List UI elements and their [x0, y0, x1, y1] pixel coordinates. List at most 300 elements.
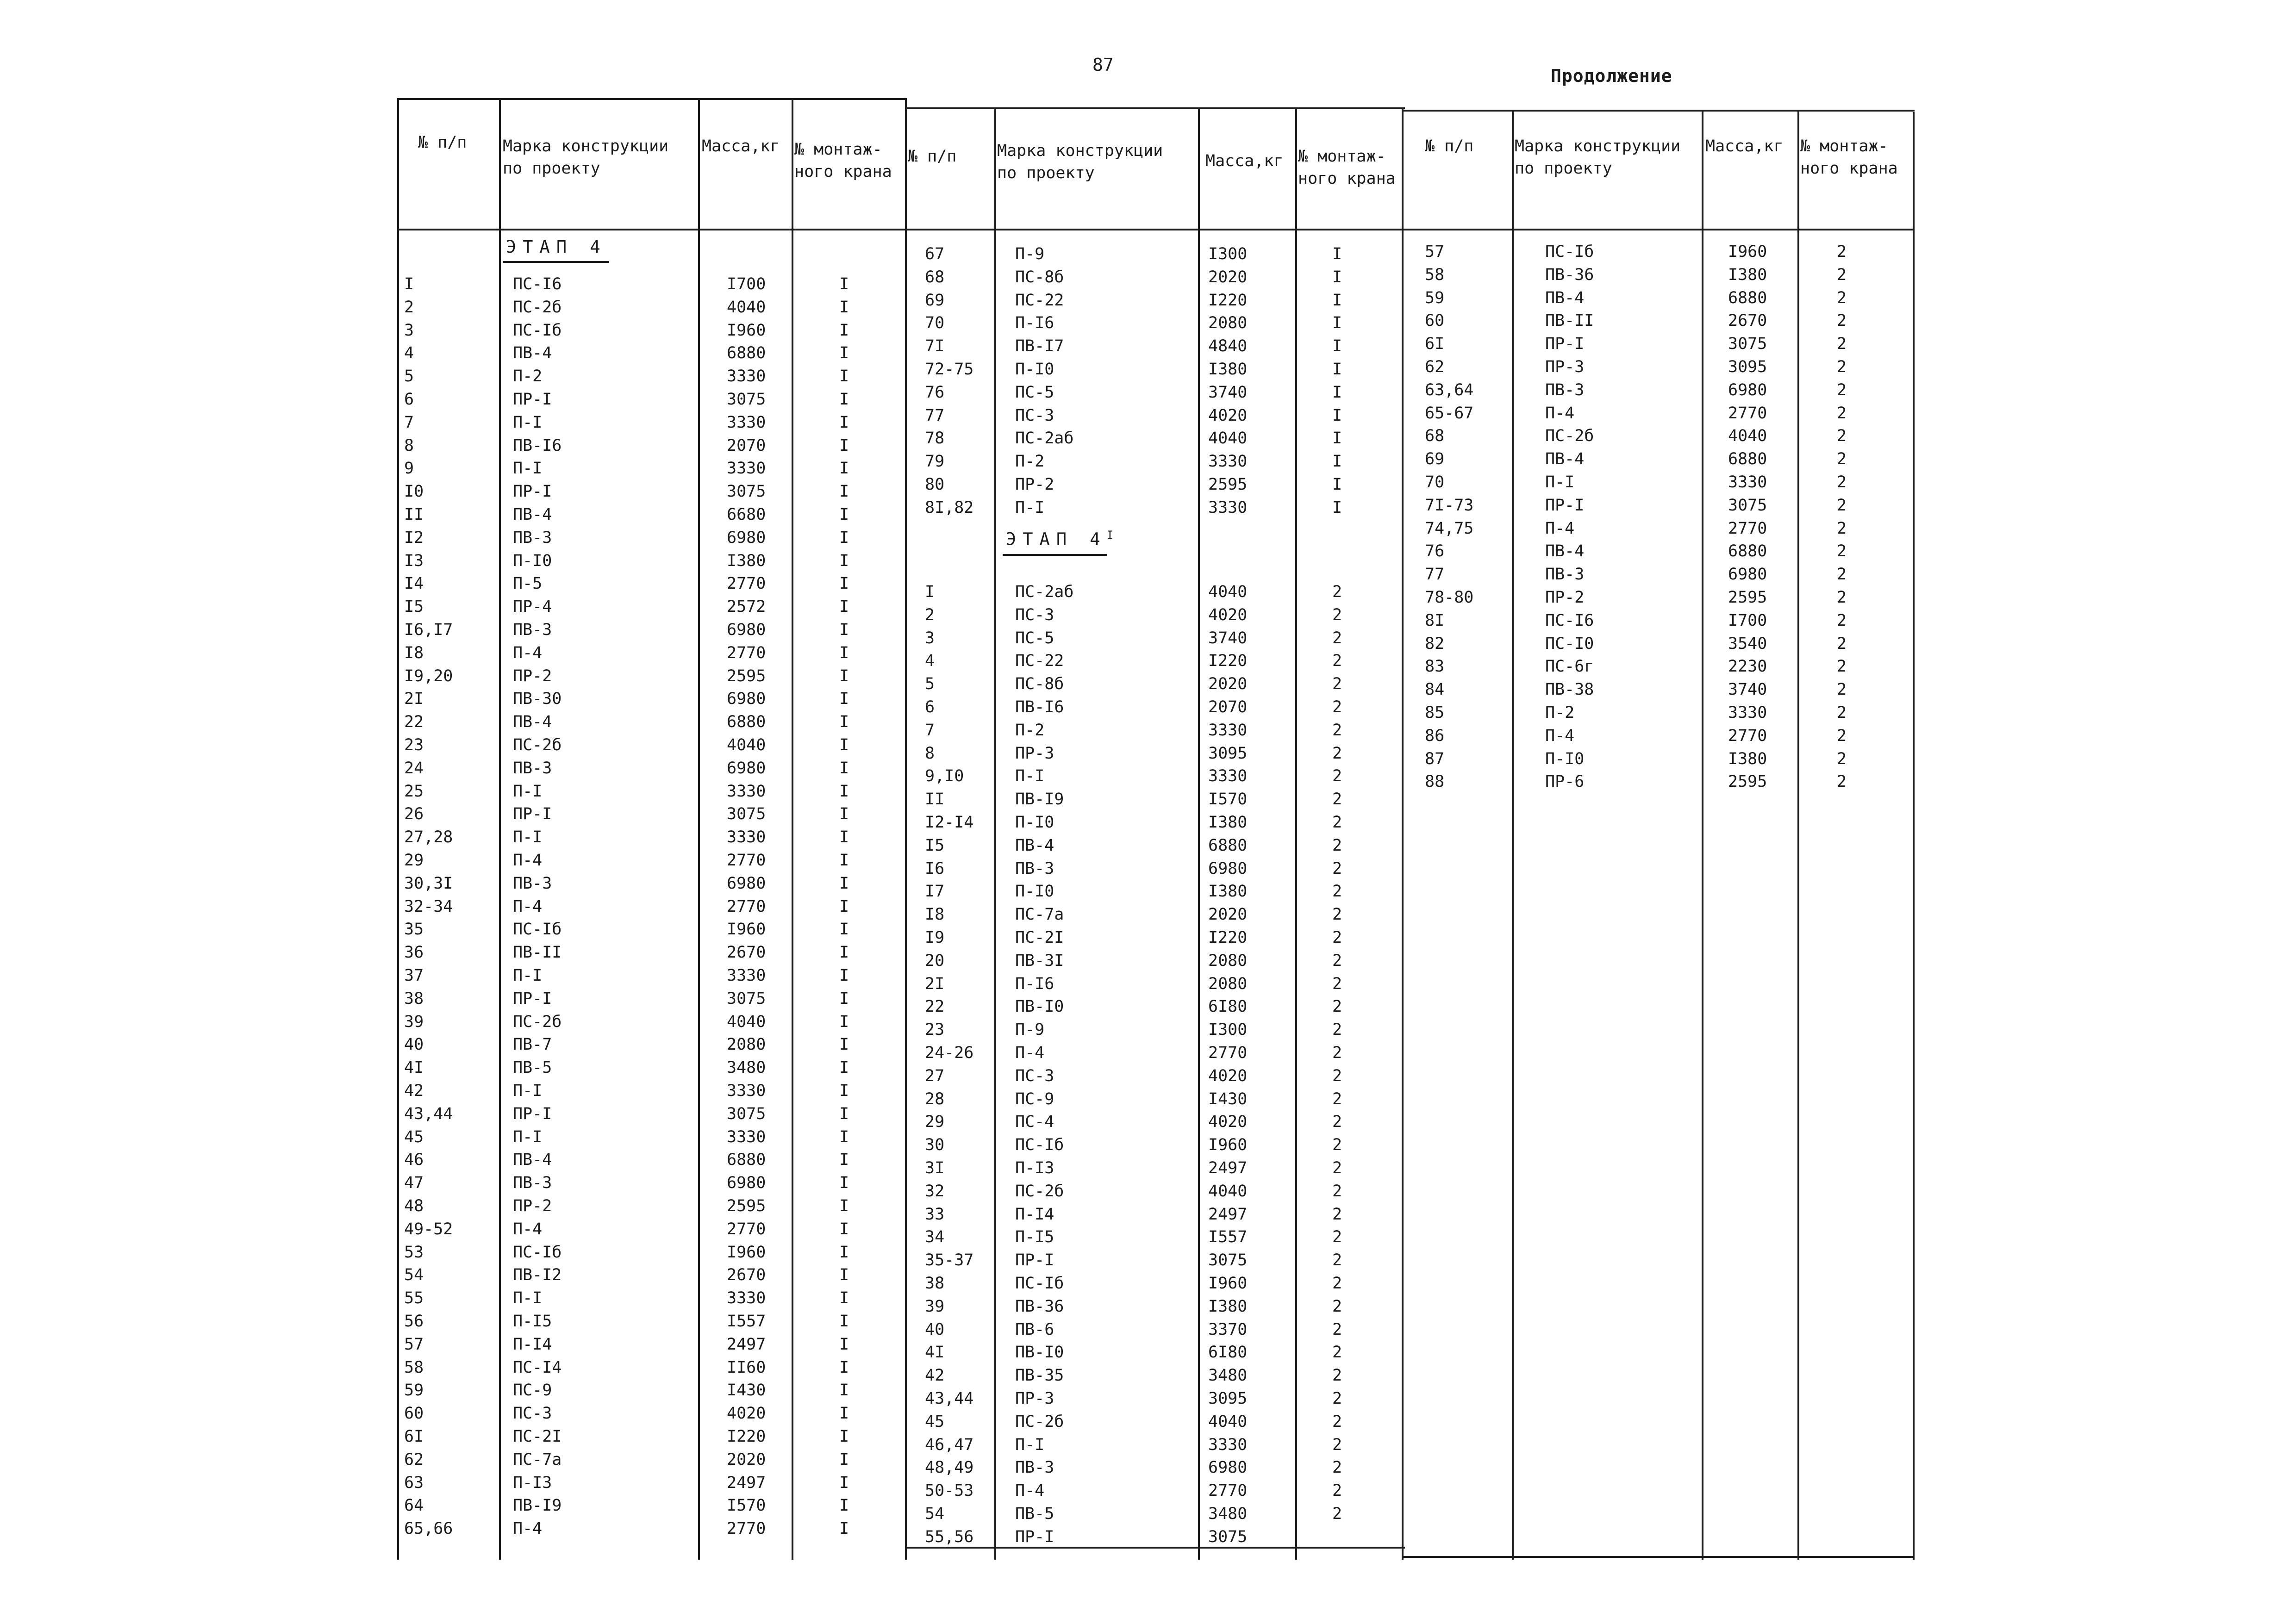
cell-crane: I	[839, 897, 849, 916]
cell-mark: ПС-6г	[1545, 657, 1594, 676]
cell-mass: 6880	[727, 713, 766, 732]
cell-num: 77	[925, 406, 945, 425]
stage-underline-2	[1003, 554, 1107, 556]
cell-crane: I	[1332, 429, 1342, 448]
cell-mark: ПР-2	[513, 666, 552, 685]
cell-crane: 2	[1332, 1366, 1342, 1385]
cell-mark: П-2	[1015, 452, 1045, 471]
header-mark-2-l2: по проекту	[997, 164, 1095, 182]
cell-crane: 2	[1332, 905, 1342, 924]
cell-num: 39	[404, 1012, 424, 1031]
cell-num: 8I	[1425, 611, 1445, 630]
rule-bottom-right	[1402, 1556, 1915, 1558]
cell-num: 62	[404, 1450, 424, 1469]
cell-crane: I	[1332, 475, 1342, 494]
cell-num: 4	[925, 652, 935, 671]
header-mark-3-l1: Марка конструкции	[1515, 137, 1681, 156]
cell-mark: ПС-2б	[513, 298, 562, 317]
header-mass-2: Масса,кг	[1205, 152, 1284, 170]
cell-mass: I220	[1208, 928, 1248, 947]
cell-mass: 6980	[727, 528, 766, 547]
cell-crane: I	[839, 1012, 849, 1031]
cell-num: 9	[404, 459, 414, 478]
cell-mass: I700	[727, 275, 766, 293]
cell-crane: 2	[1837, 542, 1847, 561]
cell-mark: ПС-2аб	[1015, 583, 1074, 601]
cell-num: 46	[404, 1151, 424, 1170]
cell-mass: I220	[1208, 291, 1248, 310]
cell-mass: 6880	[727, 1151, 766, 1170]
cell-num: 80	[925, 475, 945, 494]
cell-num: 24-26	[925, 1044, 974, 1062]
cell-crane: I	[1332, 452, 1342, 471]
cell-crane: I	[839, 1174, 849, 1193]
cell-mass: I380	[1728, 749, 1767, 768]
cell-mark: П-I	[513, 966, 543, 985]
cell-mark: ПС-2б	[1545, 427, 1594, 446]
cell-crane: I	[1332, 360, 1342, 379]
cell-mark: ПВ-II	[513, 943, 562, 962]
cell-crane: 2	[1837, 380, 1847, 399]
rule-v-right	[1913, 112, 1915, 1560]
cell-mark: ПВ-3	[513, 1174, 552, 1193]
cell-mass: 2070	[727, 436, 766, 455]
header-mark-1-l2: по проекту	[503, 159, 600, 178]
cell-mass: I960	[727, 1243, 766, 1262]
cell-mass: 4020	[1208, 1066, 1248, 1085]
cell-crane: 2	[1837, 634, 1847, 653]
cell-mark: П-I6	[1015, 974, 1054, 993]
stage-label-2-text: ЭТАП 4	[1006, 529, 1107, 549]
cell-num: 70	[925, 314, 945, 333]
cell-mass: 2770	[727, 574, 766, 593]
cell-mark: ПС-Iб	[513, 321, 562, 340]
cell-mass: 4040	[1208, 1182, 1248, 1201]
cell-num: 49-52	[404, 1220, 453, 1238]
cell-num: 6I	[404, 1427, 424, 1446]
cell-crane: I	[839, 920, 849, 939]
cell-mass: 3330	[1208, 767, 1248, 786]
cell-num: 69	[1425, 450, 1445, 469]
cell-mark: П-I	[1545, 473, 1575, 492]
cell-mass: 3740	[1208, 628, 1248, 647]
cell-mass: I380	[1208, 360, 1248, 379]
cell-mark: ПС-22	[1015, 652, 1064, 671]
cell-crane: 2	[1332, 1435, 1342, 1454]
cell-mass: 2230	[1728, 657, 1767, 676]
cell-mass: 3095	[1208, 744, 1248, 763]
cell-mark: ПВ-4	[513, 1151, 552, 1170]
cell-mass: 3095	[1208, 1389, 1248, 1408]
cell-mass: 4020	[1208, 605, 1248, 624]
header-num-3: № п/п	[1425, 137, 1474, 156]
cell-num: 34	[925, 1228, 945, 1247]
cell-mark: ПВ-35	[1015, 1366, 1064, 1385]
cell-mass: I300	[1208, 1020, 1248, 1039]
cell-mass: 2595	[1728, 772, 1767, 791]
cell-mass: I220	[727, 1427, 766, 1446]
cell-num: 86	[1425, 726, 1445, 745]
cell-num: I4	[404, 574, 424, 593]
cell-num: 4I	[404, 1058, 424, 1077]
cell-mass: I300	[1208, 245, 1248, 263]
cell-mass: 4040	[1728, 427, 1767, 446]
cell-mass: I700	[1728, 611, 1767, 630]
cell-crane: 2	[1332, 1458, 1342, 1477]
cell-mark: П-2	[1545, 703, 1575, 722]
cell-mass: 4040	[727, 1012, 766, 1031]
cell-crane: 2	[1332, 1228, 1342, 1247]
cell-num: 47	[404, 1174, 424, 1193]
cell-mark: ПВ-38	[1545, 680, 1594, 699]
cell-num: I0	[404, 482, 424, 501]
cell-crane: I	[839, 459, 849, 478]
cell-mass: 4040	[1208, 583, 1248, 601]
cell-crane: 2	[1837, 703, 1847, 722]
cell-mass: 3075	[727, 390, 766, 409]
cell-mark: ПВ-3I	[1015, 951, 1064, 970]
cell-crane: 2	[1837, 519, 1847, 538]
cell-mass: 2497	[1208, 1205, 1248, 1224]
cell-mark: ПВ-4	[1545, 450, 1585, 469]
cell-mass: 4020	[1208, 1113, 1248, 1132]
cell-crane: I	[839, 1427, 849, 1446]
cell-mark: ПВ-I9	[513, 1496, 562, 1515]
cell-mark: ПР-2	[1545, 588, 1585, 607]
cell-mark: ПВ-7	[513, 1035, 552, 1054]
cell-num: 7	[925, 721, 935, 740]
cell-mass: 2080	[1208, 314, 1248, 333]
cell-crane: 2	[1332, 698, 1342, 716]
cell-mass: 6880	[1728, 288, 1767, 307]
cell-crane: 2	[1332, 628, 1342, 647]
cell-num: 87	[1425, 749, 1445, 768]
cell-num: 40	[925, 1320, 945, 1339]
header-crane-2-l1: № монтаж-	[1298, 147, 1386, 166]
cell-mass: 3330	[727, 966, 766, 985]
cell-crane: 2	[1332, 1274, 1342, 1293]
cell-crane: I	[1332, 406, 1342, 425]
cell-num: 5	[925, 675, 935, 694]
cell-mark: ПС-5	[1015, 383, 1054, 402]
cell-mark: ПР-6	[1545, 772, 1585, 791]
cell-mark: ПС-8б	[1015, 268, 1064, 286]
cell-mark: ПВ-I0	[1015, 1343, 1064, 1362]
cell-num: 65-67	[1425, 404, 1474, 423]
cell-mass: 6880	[1728, 542, 1767, 561]
cell-mark: П-4	[513, 897, 543, 916]
cell-crane: I	[839, 943, 849, 962]
cell-num: 59	[404, 1381, 424, 1400]
cell-num: 43,44	[925, 1389, 974, 1408]
cell-num: 4I	[925, 1343, 945, 1362]
cell-num: 76	[1425, 542, 1445, 561]
cell-num: 23	[925, 1020, 945, 1039]
cell-crane: 2	[1332, 951, 1342, 970]
cell-num: 53	[404, 1243, 424, 1262]
cell-mass: 3740	[1728, 680, 1767, 699]
cell-num: 69	[925, 291, 945, 310]
cell-mark: ПВ-I6	[513, 436, 562, 455]
cell-crane: I	[1332, 245, 1342, 263]
cell-crane: 2	[1837, 358, 1847, 376]
cell-crane: I	[839, 344, 849, 363]
cell-mark: П-I	[513, 459, 543, 478]
cell-mark: П-I	[513, 1127, 543, 1146]
cell-num: 25	[404, 782, 424, 801]
cell-num: 85	[1425, 703, 1445, 722]
cell-mark: П-I0	[1015, 360, 1054, 379]
cell-mass: 3480	[1208, 1366, 1248, 1385]
cell-crane: I	[839, 1335, 849, 1354]
cell-num: 35-37	[925, 1251, 974, 1270]
cell-mark: П-I	[513, 782, 543, 801]
cell-mark: ПВ-4	[513, 713, 552, 732]
cell-num: 28	[925, 1089, 945, 1108]
cell-mass: 4040	[727, 298, 766, 317]
cell-num: 27,28	[404, 828, 453, 847]
cell-mass: 2770	[1208, 1044, 1248, 1062]
cell-mark: П-I6	[1015, 314, 1054, 333]
cell-num: I6	[925, 859, 945, 878]
cell-mark: ПВ-I6	[1015, 698, 1064, 716]
cell-crane: 2	[1837, 496, 1847, 515]
cell-mark: ПС-8б	[1015, 675, 1064, 694]
cell-num: 40	[404, 1035, 424, 1054]
rule-v-left	[397, 98, 399, 1560]
cell-crane: 2	[1837, 404, 1847, 423]
cell-mass: 2080	[727, 1035, 766, 1054]
cell-mass: I380	[1208, 882, 1248, 901]
cell-mass: 2595	[1208, 475, 1248, 494]
cell-num: 36	[404, 943, 424, 962]
cell-crane: 2	[1332, 767, 1342, 786]
rule-top-right	[1402, 110, 1915, 112]
cell-crane: 2	[1837, 473, 1847, 492]
cell-mark: П-4	[1545, 404, 1575, 423]
cell-mark: П-4	[1015, 1044, 1045, 1062]
cell-mark: П-4	[1545, 726, 1575, 745]
cell-mark: ПС-3	[513, 1404, 552, 1423]
cell-crane: 2	[1332, 744, 1342, 763]
cell-num: 46,47	[925, 1435, 974, 1454]
cell-num: I	[404, 275, 414, 293]
cell-num: 64	[404, 1496, 424, 1515]
cell-num: 57	[404, 1335, 424, 1354]
cell-mark: ПВ-3	[513, 528, 552, 547]
cell-mass: 3330	[1208, 721, 1248, 740]
cell-mark: П-I	[1015, 498, 1045, 517]
cell-num: 60	[1425, 311, 1445, 330]
cell-mass: 3540	[1728, 634, 1767, 653]
cell-mark: П-I3	[513, 1473, 552, 1492]
cell-mass: 2770	[1728, 519, 1767, 538]
rule-v-3	[792, 98, 793, 1560]
cell-mass: 3480	[727, 1058, 766, 1077]
cell-crane: I	[839, 1035, 849, 1054]
rule-v-9	[1512, 110, 1514, 1560]
header-mass-1: Масса,кг	[702, 137, 780, 156]
cell-mass: 2770	[1728, 726, 1767, 745]
cell-num: 7	[404, 413, 414, 432]
cell-num: 84	[1425, 680, 1445, 699]
cell-num: I5	[925, 836, 945, 855]
cell-mark: ПР-3	[1545, 358, 1585, 376]
cell-mark: ПС-2I	[1015, 928, 1064, 947]
cell-mark: П-I	[1015, 1435, 1045, 1454]
cell-mass: 6I80	[1208, 997, 1248, 1016]
cell-crane: 2	[1837, 772, 1847, 791]
cell-mark: ПВ-4	[1545, 542, 1585, 561]
cell-num: I8	[404, 643, 424, 662]
cell-mass: 4040	[1208, 1412, 1248, 1431]
cell-mass: I570	[1208, 790, 1248, 809]
cell-mass: 6980	[1208, 1458, 1248, 1477]
cell-mark: ПС-22	[1015, 291, 1064, 310]
cell-crane: 2	[1837, 288, 1847, 307]
cell-mass: I960	[727, 321, 766, 340]
cell-mark: П-2	[1015, 721, 1045, 740]
cell-mark: ПВ-3	[1545, 380, 1585, 399]
cell-mark: ПВ-4	[1015, 836, 1054, 855]
cell-num: 82	[1425, 634, 1445, 653]
cell-mark: П-I	[1015, 767, 1045, 786]
cell-num: 55	[404, 1289, 424, 1308]
cell-mark: ПВ-I0	[1015, 997, 1064, 1016]
cell-mass: 6980	[727, 759, 766, 778]
cell-num: I2-I4	[925, 813, 974, 832]
cell-mark: П-I	[513, 1289, 543, 1308]
cell-crane: 2	[1837, 680, 1847, 699]
cell-mark: ПР-I	[1015, 1527, 1054, 1546]
cell-mass: 3330	[1728, 473, 1767, 492]
stage-underline-1	[503, 261, 609, 263]
cell-mass: 2020	[727, 1450, 766, 1469]
cell-crane: I	[839, 874, 849, 893]
cell-num: I9,20	[404, 666, 453, 685]
cell-num: 58	[404, 1358, 424, 1377]
cell-crane: I	[839, 828, 849, 847]
cell-mark: ПС-2б	[513, 1012, 562, 1031]
cell-mass: 3330	[1208, 452, 1248, 471]
cell-mass: 3330	[727, 1127, 766, 1146]
cell-crane: I	[839, 805, 849, 824]
cell-num: 55,56	[925, 1527, 974, 1546]
cell-num: 54	[404, 1266, 424, 1285]
cell-crane: I	[839, 736, 849, 754]
header-mark-2-l1: Марка конструкции	[997, 142, 1163, 160]
cell-crane: 2	[1837, 588, 1847, 607]
rule-v-7	[1295, 107, 1297, 1560]
cell-num: 78-80	[1425, 588, 1474, 607]
cell-crane: I	[839, 275, 849, 293]
cell-crane: 2	[1332, 1297, 1342, 1316]
cell-mass: 2595	[727, 1197, 766, 1215]
cell-crane: I	[839, 1127, 849, 1146]
header-crane-3-l2: ного крана	[1800, 159, 1898, 178]
cell-num: 26	[404, 805, 424, 824]
cell-mass: 4840	[1208, 337, 1248, 356]
cell-num: 83	[1425, 657, 1445, 676]
cell-mark: П-4	[513, 1220, 543, 1238]
cell-mass: II60	[727, 1358, 766, 1377]
cell-mark: П-I	[513, 413, 543, 432]
cell-num: 68	[1425, 427, 1445, 446]
header-mark-1-l1: Марка конструкции	[503, 137, 669, 156]
cell-crane: 2	[1332, 1044, 1342, 1062]
cell-crane: 2	[1837, 657, 1847, 676]
cell-num: 22	[404, 713, 424, 732]
cell-num: I8	[925, 905, 945, 924]
cell-mass: I430	[1208, 1089, 1248, 1108]
cell-mass: 3330	[1728, 703, 1767, 722]
cell-mass: 3075	[727, 482, 766, 501]
cell-num: 3I	[925, 1159, 945, 1177]
cell-mass: 3075	[1728, 335, 1767, 354]
cell-num: 2	[925, 605, 935, 624]
cell-num: 56	[404, 1312, 424, 1331]
cell-crane: I	[1332, 268, 1342, 286]
cell-mass: 2595	[1728, 588, 1767, 607]
table-frame	[397, 98, 1915, 1560]
header-mark-3-l2: по проекту	[1515, 159, 1612, 178]
cell-mass: 3075	[727, 805, 766, 824]
cell-mass: 6980	[1728, 380, 1767, 399]
cell-mass: 6980	[1728, 565, 1767, 584]
cell-crane: 2	[1332, 1505, 1342, 1523]
header-crane-3-l1: № монтаж-	[1800, 137, 1888, 156]
cell-mark: ПС-5	[1015, 628, 1054, 647]
cell-mark: ПР-I	[1015, 1251, 1054, 1270]
header-crane-1-l1: № монтаж-	[794, 140, 882, 159]
cell-crane: 2	[1332, 997, 1342, 1016]
cell-mark: ПВ-4	[1545, 288, 1585, 307]
cell-num: 48,49	[925, 1458, 974, 1477]
header-num-2: № п/п	[908, 147, 957, 166]
cell-crane: I	[1332, 337, 1342, 356]
cell-crane: I	[839, 1243, 849, 1262]
cell-crane: 2	[1332, 1481, 1342, 1500]
cell-mass: 3095	[1728, 358, 1767, 376]
cell-num: 72-75	[925, 360, 974, 379]
cell-mark: П-I0	[1015, 813, 1054, 832]
cell-mark: П-4	[1545, 519, 1575, 538]
cell-crane: I	[839, 759, 849, 778]
cell-mass: 6980	[727, 690, 766, 709]
cell-mass: 4020	[727, 1404, 766, 1423]
cell-mark: ПВ-36	[1015, 1297, 1064, 1316]
cell-crane: I	[839, 1404, 849, 1423]
cell-num: 38	[925, 1274, 945, 1293]
cell-num: 79	[925, 452, 945, 471]
cell-crane: I	[839, 1220, 849, 1238]
cell-mark: П-I5	[513, 1312, 552, 1331]
cell-crane: I	[839, 1104, 849, 1123]
cell-mark: ПВ-3	[1015, 859, 1054, 878]
cell-mark: ПС-2б	[513, 736, 562, 754]
cell-mass: 2770	[727, 643, 766, 662]
cell-mark: ПВ-36	[1545, 265, 1594, 284]
cell-mass: I960	[1208, 1274, 1248, 1293]
header-mass-3: Масса,кг	[1705, 137, 1784, 156]
cell-crane: I	[839, 321, 849, 340]
cell-crane: 2	[1332, 1389, 1342, 1408]
cell-crane: I	[839, 1381, 849, 1400]
continuation-label: Продолжение	[1551, 66, 1672, 86]
cell-mark: П-9	[1015, 1020, 1045, 1039]
cell-num: 50-53	[925, 1481, 974, 1500]
cell-num: 8	[925, 744, 935, 763]
